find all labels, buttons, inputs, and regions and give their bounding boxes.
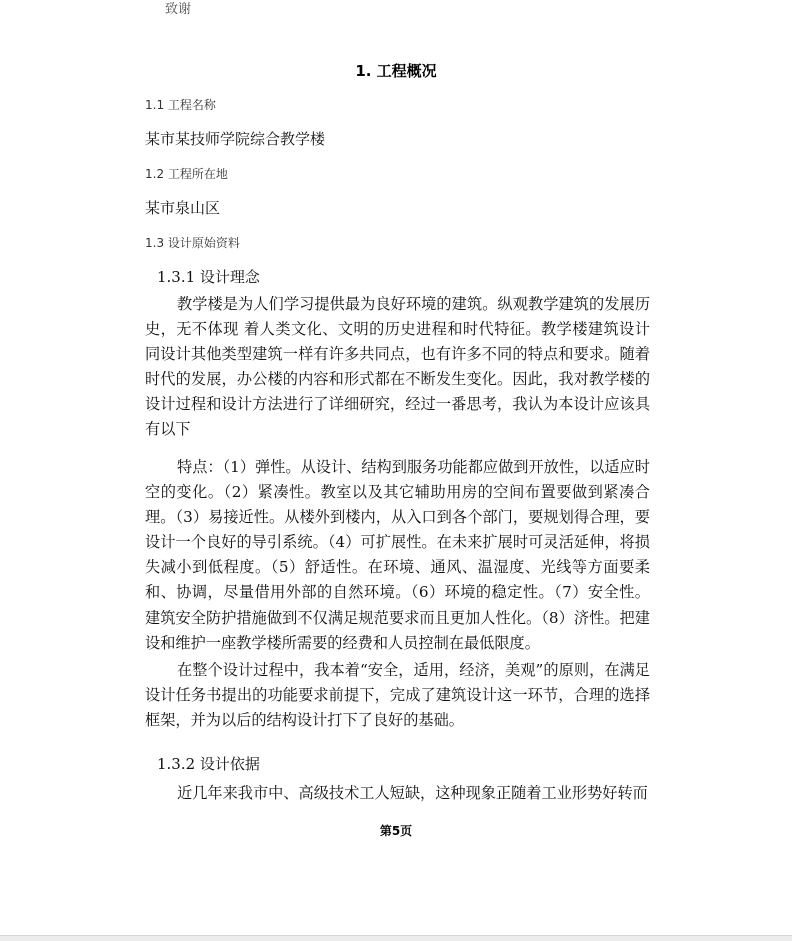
page-number: 第5页 — [379, 824, 413, 838]
location-value: 某市泉山区 — [145, 199, 221, 217]
previous-heading-fragment: 致谢 — [165, 2, 192, 17]
paragraph-design-process: 在整个设计过程中，我本着“安全，适用，经济，美观”的原则，在满足设计任务书提出的功能要求前提下，完成了建筑设计这一环节，合理的选择框架，并为以后的结构设计打下了良好的基础。 — [145, 661, 650, 730]
section-heading-design-data: 1.3 设计原始资料 — [145, 236, 240, 250]
section-heading-project-name: 1.1 工程名称 — [145, 98, 216, 112]
section-heading-location: 1.2 工程所在地 — [145, 167, 228, 181]
paragraph-design-concept: 教学楼是为人们学习提供最为良好环境的建筑。纵观教学建筑的发展历史，无不体现 着人类文化、文明的历史进程和时代特征。教学楼建筑设计同设计其他类型建筑一样有许多共同点，也有许多不同的特点和要求。随着时代的发展，办公楼的内容和形式都在不断发生变化。因此，我对教学楼的设计过程和设计方法进行了详细研究，经过一番思考，我认为本设计应该具有以下 — [145, 295, 650, 439]
subsection-heading-design-concept: 1.3.1 设计理念 — [157, 268, 260, 286]
subsection-heading-design-basis: 1.3.2 设计依据 — [157, 755, 260, 773]
paragraph-design-basis: 近几年来我市中、高级技术工人短缺，这种现象正随着工业形势好转而 — [177, 784, 648, 802]
project-name-value: 某市某技师学院综合教学楼 — [145, 130, 326, 148]
chapter-title: 1. 工程概况 — [355, 62, 437, 80]
paragraph-design-features: 特点：（1）弹性。从设计、结构到服务功能都应做到开放性，以适应时空的变化。（2）紧凑性。教室以及其它辅助用房的空间布置要做到紧凑合理。（3）易接近性。从楼外到楼内，从入口到各个部门，要规划得合理，要设计一个良好的导引系统。（4）可扩展性。在未来扩展时可灵活延伸，将损失减小到低程度。（5）舒适性。在环境、通风、温湿度、光线等方面要柔和、协调，尽量借用外部的自然环境。（6）环境的稳定性。（7）安全性。建筑安全防护措施做到不仅满足规范要求而且更加人性化。（8）济性。把建设和维护一座教学楼所需要的经费和人员控制在最低限度。 — [145, 458, 650, 652]
page-bottom-edge — [0, 935, 792, 941]
